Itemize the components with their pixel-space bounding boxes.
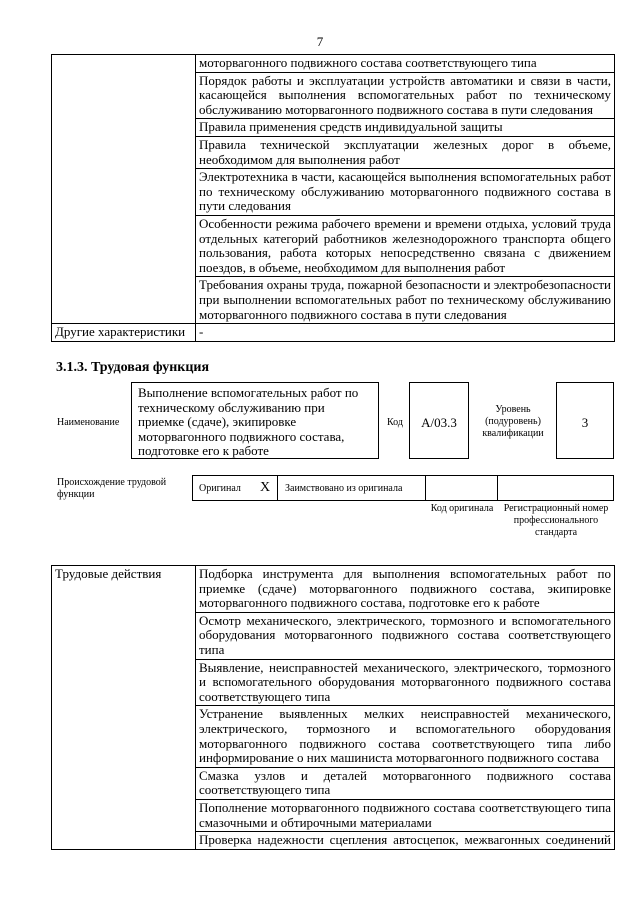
knowledge-item: Требования охраны труда, пожарной безопасности и электробезопасности при выполнении вспомогательных работ по техническому обслуживанию моторвагонного подвижного состава в пути следования [196, 277, 615, 324]
knowledge-label-cell [52, 55, 196, 324]
action-item: Устранение выявленных мелких неисправностей механического, электрического, тормозного и вспомогательного оборудования моторвагонного подвижного состава соответствующего типа либо информирование о них машиниста моторвагонного подвижного состава [196, 706, 615, 767]
action-item: Выявление, неисправностей механического, электрического, тормозного и вспомогательного оборудования моторвагонного подвижного состава соответствующего типа [196, 659, 615, 706]
section-title: 3.1.3. Трудовая функция [56, 360, 210, 375]
name-value: Выполнение вспомогательных работ по техническому обслуживанию при приемке (сдаче), экипировке моторвагонного подвижного состава, подготовке его к работе [138, 385, 359, 458]
table-row [52, 566, 615, 613]
level-label: Уровень (подуровень) квалификации [482, 404, 544, 439]
knowledge-item: Правила технической эксплуатации железных дорог в объеме, необходимом для выполнения работ [196, 136, 615, 168]
borrowed-box [277, 475, 426, 501]
knowledge-item: Правила применения средств индивидуальной защиты [196, 119, 615, 137]
knowledge-item: Порядок работы и эксплуатации устройств автоматики и связи в части, касающейся выполнения вспомогательных работ по техническому обслуживанию моторвагонного подвижного состава в пути следования [196, 72, 615, 119]
code-value-box [409, 382, 469, 459]
action-item: Пополнение моторвагонного подвижного состава соответствующего типа смазочными и обтирочными материалами [196, 799, 615, 831]
knowledge-table [51, 54, 615, 342]
code-label: Код [387, 417, 403, 428]
actions-label: Трудовые действия [52, 566, 196, 850]
code-original-box [425, 475, 498, 501]
table-row [52, 55, 615, 73]
original-mark: X [260, 480, 271, 495]
action-item: Подборка инструмента для выполнения вспомогательных работ по приемке (сдаче) моторвагонного подвижного состава, экипировке моторвагонного подвижного состава, подготовке его к работе [196, 566, 615, 613]
knowledge-item: Особенности режима рабочего времени и времени отдыха, условий труда отдельных категорий работников железнодорожного транспорта общего пользования, работа которых непосредственно связана с движением поездов, в объеме, необходимом для выполнения работ [196, 215, 615, 276]
table-row [52, 324, 615, 342]
knowledge-item: Электротехника в части, касающейся выполнения вспомогательных работ по техническому обслуживанию моторвагонного подвижного состава в пути следования [196, 169, 615, 216]
name-value-box [131, 382, 379, 459]
page-number: 7 [316, 34, 324, 49]
reg-number-box [497, 475, 614, 501]
code-original-label: Код оригинала [430, 503, 494, 514]
level-value: 3 [581, 415, 589, 430]
origin-label: Происхождение трудовой функции [57, 477, 167, 500]
action-item: Проверка надежности сцепления автосцепок, межвагонных соединений [196, 832, 615, 850]
other-characteristics-label: Другие характеристики [52, 324, 196, 342]
level-value-box [556, 382, 614, 459]
code-value: А/03.3 [421, 415, 457, 430]
actions-table [51, 565, 615, 850]
other-characteristics-value: - [196, 324, 615, 342]
borrowed-label: Заимствовано из оригинала [285, 483, 403, 494]
action-item: Смазка узлов и деталей моторвагонного подвижного состава соответствующего типа [196, 767, 615, 799]
original-box [192, 475, 278, 501]
original-label: Оригинал [199, 483, 241, 494]
knowledge-item: моторвагонного подвижного состава соответствующего типа [196, 55, 615, 73]
action-item: Осмотр механического, электрического, тормозного и вспомогательного оборудования моторвагонного подвижного состава соответствующего типа [196, 612, 615, 659]
name-label: Наименование [57, 417, 120, 428]
reg-number-label: Регистрационный номер профессионального стандарта [503, 503, 609, 538]
